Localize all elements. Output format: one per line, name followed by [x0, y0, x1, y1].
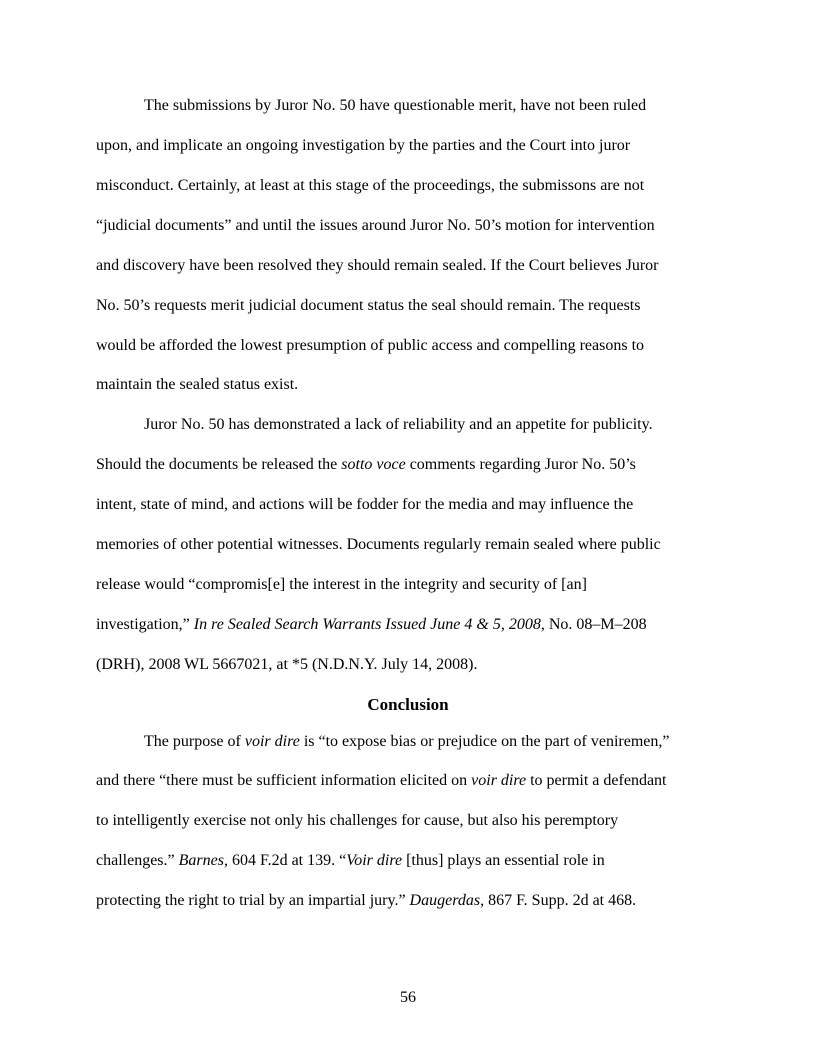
paragraph-1-line-1: The submissions by Juror No. 50 have questionable merit, have not been ruled	[144, 97, 647, 114]
text-run: investigation,”	[96, 616, 194, 633]
case-name-daugerdas: Daugerdas	[409, 892, 481, 909]
paragraph-2-line-2	[96, 455, 636, 475]
paragraph-2-line-7: (DRH), 2008 WL 5667021, at *5 (N.D.N.Y. July 14, 2008).	[96, 656, 478, 673]
paragraph-2-line-5: release would “compromis[e] the interest in the integrity and security of [an]	[96, 576, 587, 593]
section-heading-conclusion: Conclusion	[367, 695, 449, 714]
paragraph-3-line-2	[96, 771, 666, 791]
paragraph-3-line-5	[96, 891, 636, 911]
text-run: , No. 08–M–208	[540, 616, 647, 633]
paragraph-3-line-1	[144, 732, 669, 752]
text-run: Should the documents be released the	[96, 456, 342, 473]
paragraph-1-line-5: and discovery have been resolved they should remain sealed. If the Court believes Juror	[96, 257, 659, 274]
paragraph-1-line-7: would be afforded the lowest presumption of public access and compelling reasons to	[96, 337, 645, 354]
italic-phrase-voir-dire: voir dire	[471, 772, 527, 789]
text-run: comments regarding Juror No. 50’s	[405, 456, 636, 473]
text-run: is “to expose bias or prejudice on the part of veniremen,”	[299, 733, 670, 750]
italic-phrase-voir-dire: voir dire	[244, 733, 300, 750]
paragraph-1-line-4: “judicial documents” and until the issues around Juror No. 50’s motion for intervention	[96, 217, 655, 234]
text-run: , 867 F. Supp. 2d at 468.	[480, 892, 637, 909]
paragraph-1-line-8: maintain the sealed status exist.	[96, 376, 299, 393]
paragraph-2-line-1: Juror No. 50 has demonstrated a lack of reliability and an appetite for publicity.	[144, 416, 653, 433]
paragraph-1-line-2: upon, and implicate an ongoing investigation by the parties and the Court into juror	[96, 137, 631, 154]
paragraph-2-line-6	[96, 615, 647, 635]
italic-phrase-voir-dire: Voir dire	[346, 852, 403, 869]
paragraph-1-line-3: misconduct. Certainly, at least at this stage of the proceedings, the submissons are not	[96, 177, 645, 194]
paragraph-3-line-4	[96, 851, 605, 871]
text-run: and there “there must be sufficient information elicited on	[96, 772, 472, 789]
text-run: protecting the right to trial by an impartial jury.”	[96, 892, 410, 909]
italic-phrase-sotto-voce: sotto voce	[341, 456, 406, 473]
text-run: to permit a defendant	[526, 772, 667, 789]
page-number: 56	[400, 989, 416, 1006]
paragraph-2-line-3: intent, state of mind, and actions will be fodder for the media and may influence the	[96, 496, 634, 513]
paragraph-3-line-3: to intelligently exercise not only his challenges for cause, but also his peremptory	[96, 812, 619, 829]
text-run: The purpose of	[144, 733, 245, 750]
paragraph-2-line-4: memories of other potential witnesses. Documents regularly remain sealed where public	[96, 536, 661, 553]
case-name-barnes: Barnes	[178, 852, 224, 869]
text-run: , 604 F.2d at 139. “	[223, 852, 347, 869]
paragraph-1-line-6: No. 50’s requests merit judicial document status the seal should remain. The requests	[96, 297, 641, 314]
text-run: challenges.”	[96, 852, 179, 869]
case-citation-title: In re Sealed Search Warrants Issued June 4 & 5, 2008	[193, 616, 541, 633]
text-run: [thus] plays an essential role in	[402, 852, 605, 869]
